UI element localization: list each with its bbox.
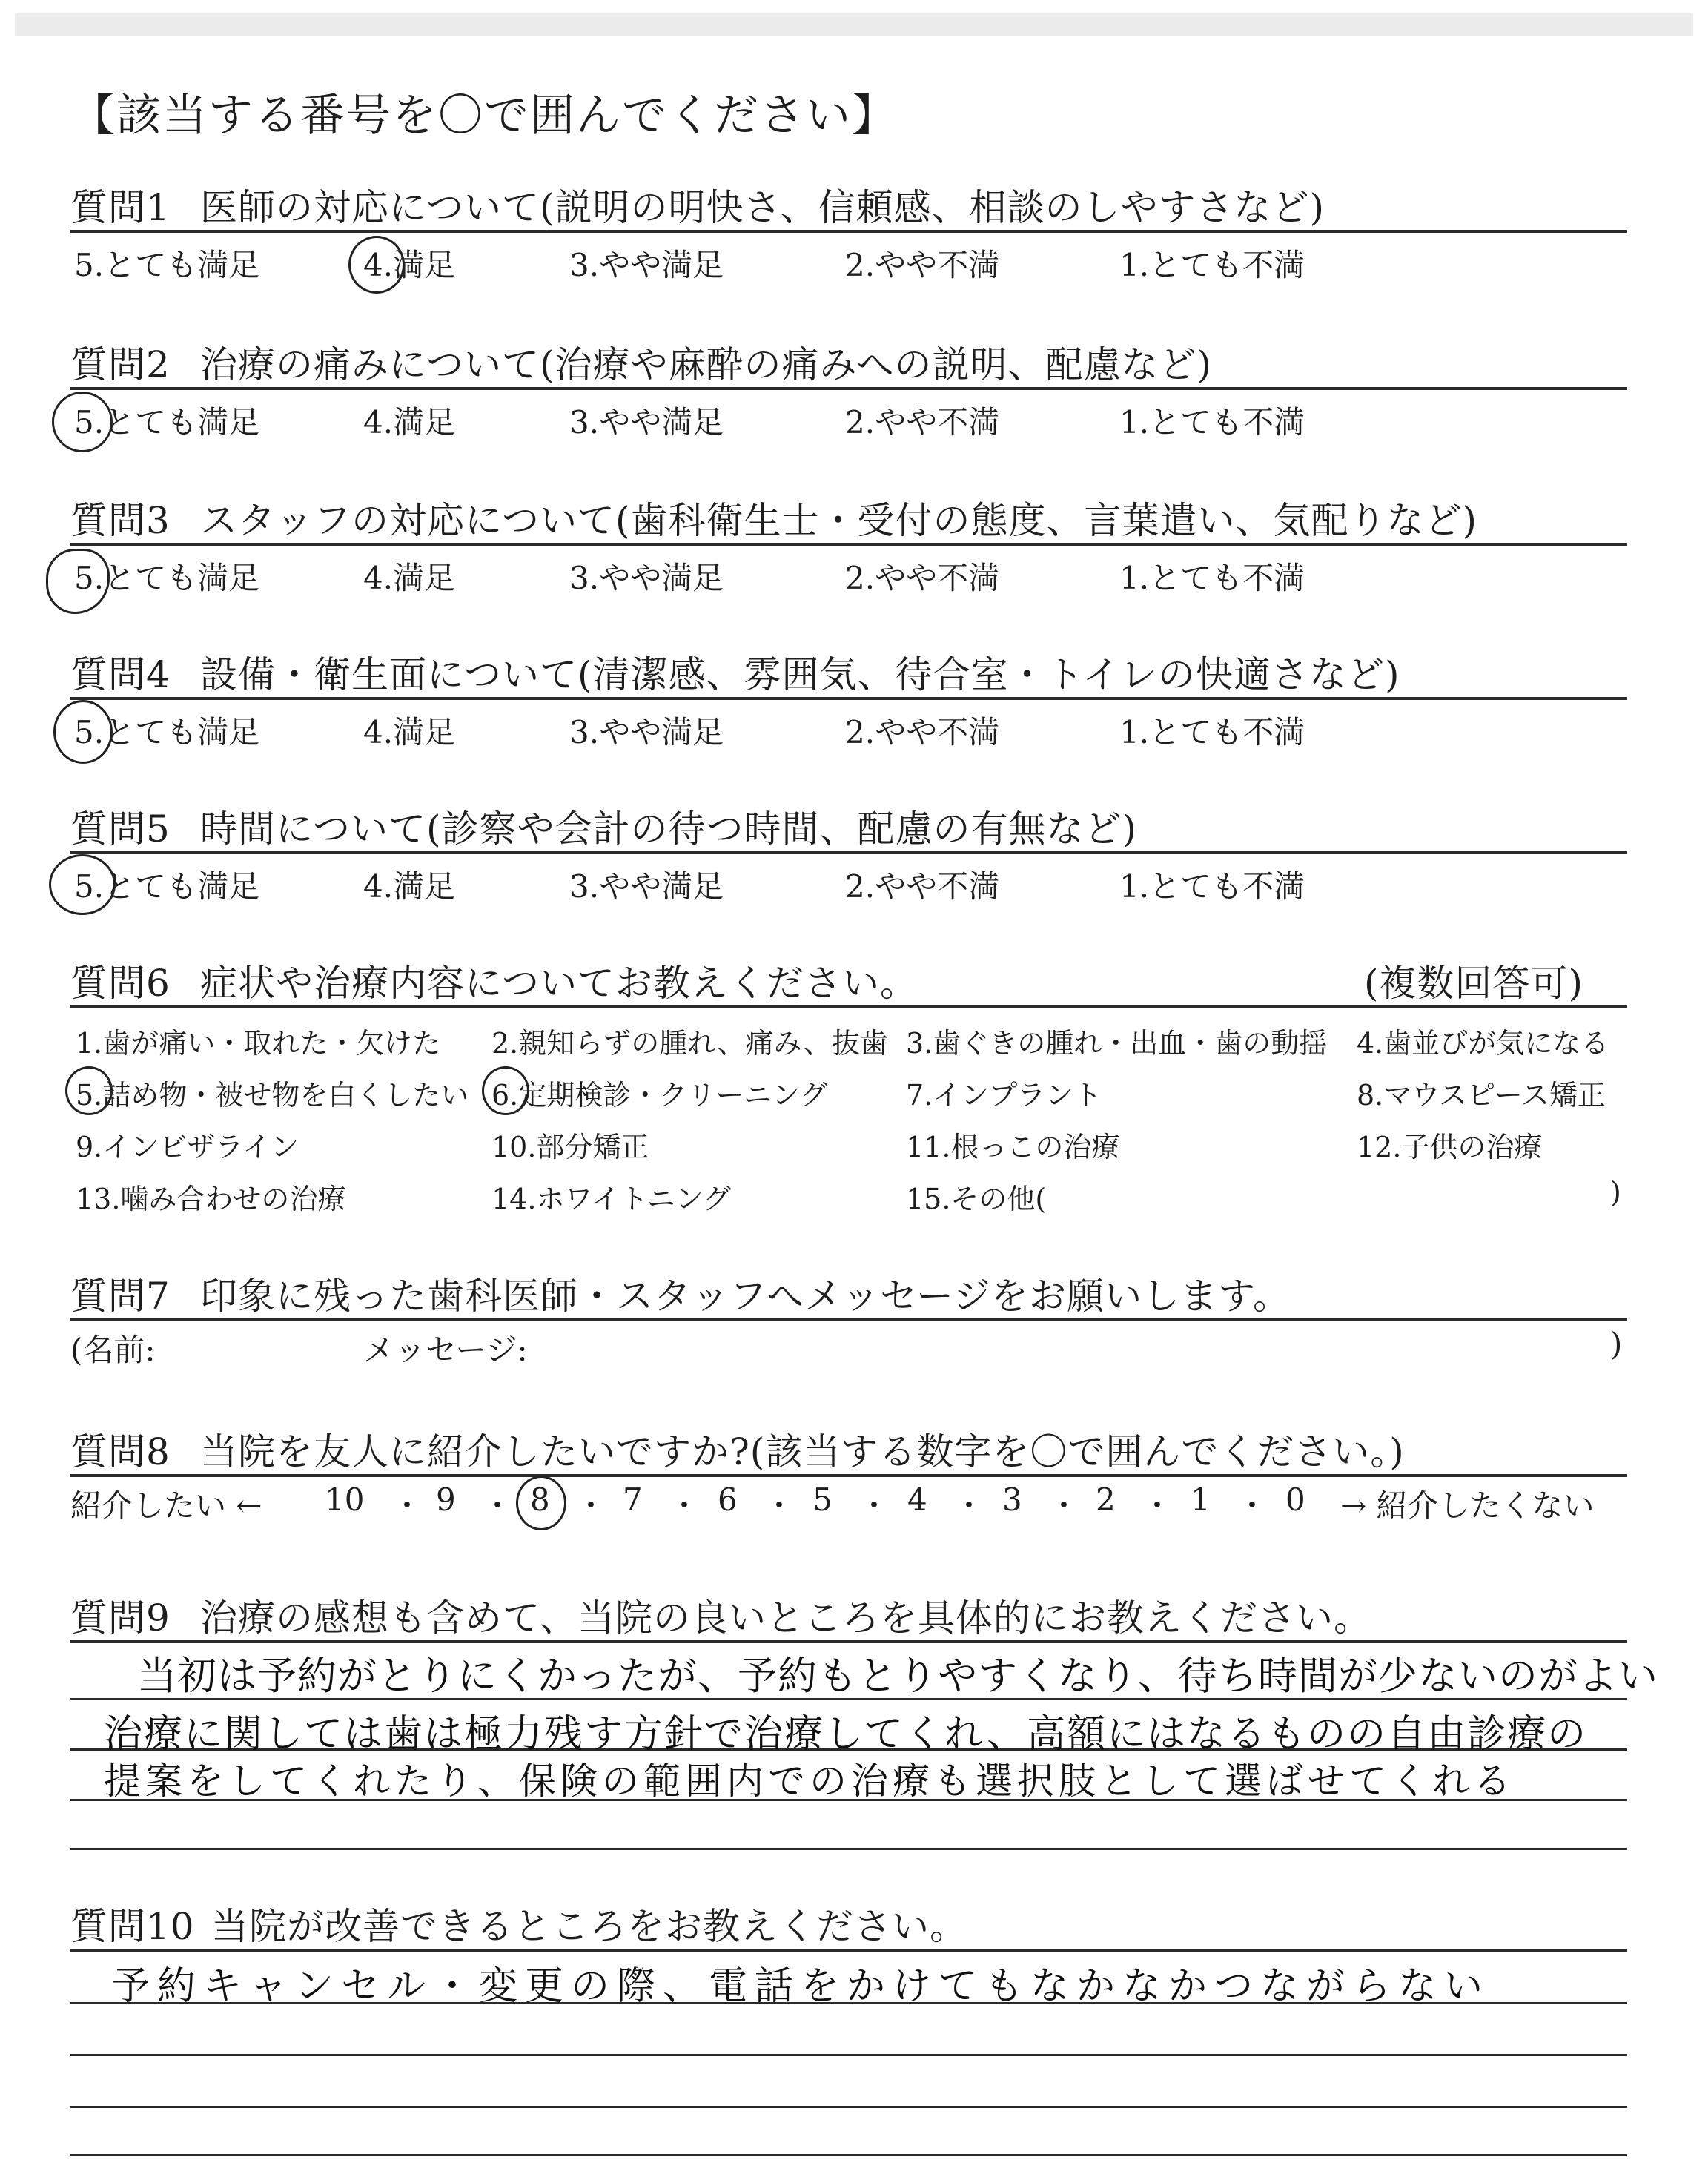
q7-name-label: (名前: bbox=[70, 1332, 156, 1368]
q6-item-7[interactable]: 7.インプラント bbox=[906, 1079, 1102, 1112]
q8-score-7[interactable]: 7 bbox=[623, 1482, 643, 1518]
q6-item-1[interactable]: 1.歯が痛い・取れた・欠けた bbox=[76, 1027, 441, 1060]
q7-label: 質問7 bbox=[70, 1275, 171, 1318]
q9-answer-line-1: 当初は予約がとりにくかったが、予約もとりやすくなり、待ち時間が少ないのがよい bbox=[137, 1654, 1658, 1699]
q6-item-3[interactable]: 3.歯ぐきの腫れ・出血・歯の動揺 bbox=[906, 1027, 1328, 1060]
q2-option-2[interactable]: 2.やや不満 bbox=[845, 404, 1000, 440]
q6-item-12[interactable]: 12.子供の治療 bbox=[1357, 1131, 1543, 1163]
q8-separator: ・ bbox=[1237, 1487, 1268, 1524]
q8-score-4[interactable]: 4 bbox=[907, 1482, 927, 1518]
q6-item-4[interactable]: 4.歯並びが気になる bbox=[1357, 1027, 1609, 1060]
q1-question: 医師の対応について(説明の明快さ、信頼感、相談のしやすさなど) bbox=[200, 186, 1325, 229]
q2-question: 治療の痛みについて(治療や麻酔の痛みへの説明、配慮など) bbox=[200, 343, 1213, 386]
q9-answer-line-3: 提案をしてくれたり、保険の範囲内での治療も選択肢として選ばせてくれる bbox=[104, 1760, 1515, 1803]
q10-question: 当院が改善できるところをお教えください。 bbox=[211, 1905, 967, 1948]
q3-option-5[interactable]: 5.とても満足 bbox=[74, 560, 260, 596]
q6-item-15[interactable]: 15.その他( bbox=[906, 1183, 1047, 1215]
q7-message-label: メッセージ: bbox=[363, 1332, 528, 1368]
q8-rule bbox=[70, 1474, 1627, 1477]
q8-separator: ・ bbox=[1048, 1487, 1080, 1524]
q3-selection-circle bbox=[46, 549, 110, 614]
q2-option-1[interactable]: 1.とても不満 bbox=[1119, 404, 1305, 440]
q2-rule bbox=[70, 387, 1627, 390]
q4-rule bbox=[70, 697, 1627, 700]
q3-option-1[interactable]: 1.とても不満 bbox=[1119, 560, 1305, 596]
q6-item-6[interactable]: 6.定期検診・クリーニング bbox=[491, 1079, 828, 1112]
q8-separator: ・ bbox=[858, 1487, 890, 1524]
q1-option-5[interactable]: 5.とても満足 bbox=[74, 247, 260, 283]
q7-rule bbox=[70, 1318, 1627, 1321]
q10-answer-line-1: 予約キャンセル・変更の際、電話をかけてもなかなかつながらない bbox=[111, 1964, 1491, 2009]
q4-label: 質問4 bbox=[70, 653, 171, 696]
q2-option-5[interactable]: 5.とても満足 bbox=[74, 404, 260, 440]
q6-item-11[interactable]: 11.根っこの治療 bbox=[906, 1131, 1120, 1163]
q8-separator: ・ bbox=[1142, 1487, 1174, 1524]
q5-selection-circle bbox=[49, 854, 116, 915]
q1-option-1[interactable]: 1.とても不満 bbox=[1119, 247, 1305, 283]
q5-option-3[interactable]: 3.やや満足 bbox=[569, 868, 724, 905]
q3-label: 質問3 bbox=[70, 499, 171, 542]
q5-option-1[interactable]: 1.とても不満 bbox=[1119, 868, 1305, 905]
q9-answer-line bbox=[70, 1848, 1627, 1850]
q6-item-5[interactable]: 5.詰め物・被せ物を白くしたい bbox=[76, 1079, 469, 1112]
q2-option-4[interactable]: 4.満足 bbox=[363, 404, 456, 440]
q8-score-10[interactable]: 10 bbox=[325, 1482, 365, 1518]
q8-left-label: 紹介したい ← bbox=[70, 1487, 262, 1524]
q10-answer-line bbox=[70, 2154, 1627, 2156]
q5-option-4[interactable]: 4.満足 bbox=[363, 868, 456, 905]
q9-label: 質問9 bbox=[70, 1596, 171, 1639]
q6-rule bbox=[70, 1005, 1627, 1008]
q7-question: 印象に残った歯科医師・スタッフへメッセージをお願いします。 bbox=[200, 1275, 1291, 1318]
q8-label: 質問8 bbox=[70, 1430, 171, 1473]
q9-answer-line-2: 治療に関しては歯は極力残す方針で治療してくれ、高額にはなるものの自由診療の bbox=[104, 1712, 1588, 1757]
q2-label: 質問2 bbox=[70, 343, 171, 386]
q6-item-14[interactable]: 14.ホワイトニング bbox=[491, 1183, 732, 1215]
q8-score-2[interactable]: 2 bbox=[1096, 1482, 1116, 1518]
q5-option-2[interactable]: 2.やや不満 bbox=[845, 868, 1000, 905]
q1-selection-circle bbox=[348, 236, 405, 294]
q1-rule bbox=[70, 230, 1627, 233]
q7-close-paren: ) bbox=[1610, 1326, 1623, 1362]
q3-question: スタッフの対応について(歯科衛生士・受付の態度、言葉遣い、気配りなど) bbox=[200, 499, 1478, 542]
q8-score-8[interactable]: 8 bbox=[530, 1482, 550, 1518]
q2-option-3[interactable]: 3.やや満足 bbox=[569, 404, 724, 440]
q6-item-2[interactable]: 2.親知らずの腫れ、痛み、抜歯 bbox=[491, 1027, 888, 1060]
q8-score-0[interactable]: 0 bbox=[1285, 1482, 1305, 1518]
q5-label: 質問5 bbox=[70, 807, 171, 851]
q8-selection-circle bbox=[516, 1476, 566, 1530]
page-title: 【該当する番号を〇で囲んでください】 bbox=[70, 90, 898, 142]
q8-separator: ・ bbox=[482, 1487, 514, 1524]
q8-question: 当院を友人に紹介したいですか?(該当する数字を〇で囲んでください。) bbox=[200, 1430, 1405, 1473]
q1-label: 質問1 bbox=[70, 186, 171, 229]
q5-option-5[interactable]: 5.とても満足 bbox=[74, 868, 260, 905]
q6-item-10[interactable]: 10.部分矯正 bbox=[491, 1131, 649, 1163]
q3-rule bbox=[70, 543, 1627, 546]
q8-separator: ・ bbox=[575, 1487, 607, 1524]
q6-item-8[interactable]: 8.マウスピース矯正 bbox=[1357, 1079, 1606, 1112]
q6-label: 質問6 bbox=[70, 962, 171, 1005]
q5-question: 時間について(診察や会計の待つ時間、配慮の有無など) bbox=[200, 807, 1138, 851]
q4-question: 設備・衛生面について(清潔感、雰囲気、待合室・トイレの快適さなど) bbox=[200, 653, 1400, 696]
q6-question: 症状や治療内容についてお教えください。 bbox=[200, 962, 918, 1005]
q6-multiple-note: (複数回答可) bbox=[1364, 962, 1584, 1005]
q4-option-2[interactable]: 2.やや不満 bbox=[845, 714, 1000, 750]
q10-answer-line bbox=[70, 2106, 1627, 2108]
q2-selection-circle bbox=[52, 392, 113, 452]
q6-selection-circle-5 bbox=[65, 1066, 113, 1115]
q8-score-6[interactable]: 6 bbox=[718, 1482, 738, 1518]
q4-option-1[interactable]: 1.とても不満 bbox=[1119, 714, 1305, 750]
q3-option-2[interactable]: 2.やや不満 bbox=[845, 560, 1000, 596]
q8-separator: ・ bbox=[669, 1487, 701, 1524]
q8-score-9[interactable]: 9 bbox=[436, 1482, 456, 1518]
q9-question: 治療の感想も含めて、当院の良いところを具体的にお教えください。 bbox=[200, 1596, 1371, 1639]
q10-label: 質問10 bbox=[70, 1905, 195, 1948]
q10-answer-line bbox=[70, 2054, 1627, 2056]
q10-rule bbox=[70, 1949, 1627, 1952]
q8-score-5[interactable]: 5 bbox=[812, 1482, 833, 1518]
q6-other-close-paren: ) bbox=[1610, 1176, 1621, 1209]
q8-right-label: → 紹介したくない bbox=[1340, 1487, 1595, 1524]
q6-item-13[interactable]: 13.噛み合わせの治療 bbox=[76, 1183, 346, 1215]
q3-option-3[interactable]: 3.やや満足 bbox=[569, 560, 724, 596]
q4-selection-circle bbox=[53, 700, 113, 764]
q3-option-4[interactable]: 4.満足 bbox=[363, 560, 456, 596]
q6-item-9[interactable]: 9.インビザライン bbox=[76, 1131, 299, 1163]
q8-separator: ・ bbox=[953, 1487, 985, 1524]
q8-separator: ・ bbox=[391, 1487, 423, 1524]
q9-rule bbox=[70, 1640, 1627, 1643]
q5-rule bbox=[70, 851, 1627, 854]
q8-separator: ・ bbox=[764, 1487, 795, 1524]
q8-score-3[interactable]: 3 bbox=[1002, 1482, 1022, 1518]
q1-option-2[interactable]: 2.やや不満 bbox=[845, 247, 1000, 283]
q4-option-4[interactable]: 4.満足 bbox=[363, 714, 456, 750]
scan-top-band bbox=[15, 13, 1693, 36]
q4-option-3[interactable]: 3.やや満足 bbox=[569, 714, 724, 750]
q6-selection-circle-6 bbox=[482, 1066, 529, 1115]
q4-option-5[interactable]: 5.とても満足 bbox=[74, 714, 260, 750]
q1-option-3[interactable]: 3.やや満足 bbox=[569, 247, 724, 283]
q1-option-4[interactable]: 4.満足 bbox=[363, 247, 456, 283]
q8-score-1[interactable]: 1 bbox=[1191, 1482, 1211, 1518]
